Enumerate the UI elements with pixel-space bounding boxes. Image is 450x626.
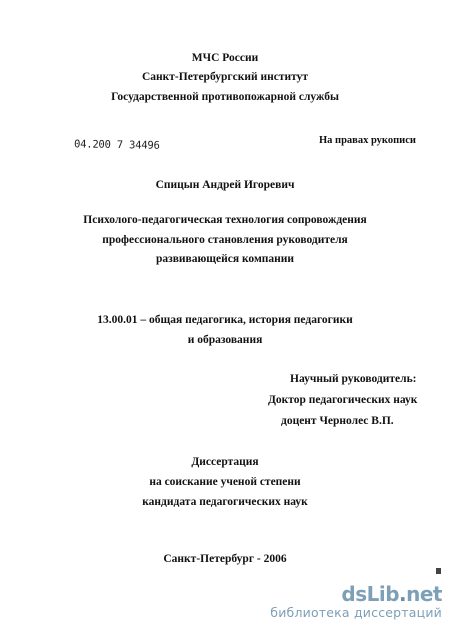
- thesis-title-line-3: развивающейся компании: [155, 253, 295, 265]
- supervisor-label: Научный руководитель:: [290, 373, 417, 385]
- supervisor-degree: Доктор педагогических наук: [268, 394, 418, 406]
- thesis-title-line-1: Психолого-педагогическая технология сопровождения: [83, 214, 367, 226]
- specialty-line-2: и образования: [187, 334, 263, 346]
- institute-service: Государственной противопожарной службы: [111, 91, 339, 103]
- ministry-name: МЧС России: [191, 52, 259, 64]
- dissertation-label: Диссертация: [191, 456, 259, 468]
- thesis-title-line-2: профессионального становления руководителя: [102, 234, 348, 246]
- dslib-watermark: [270, 583, 442, 620]
- dissertation-purpose: на соискание ученой степени: [149, 476, 301, 488]
- dslib-subtitle: библиотека диссертаций: [270, 605, 442, 620]
- supervisor-name: доцент Чернолес В.П.: [281, 415, 394, 427]
- institute-name: Санкт-Петербургский институт: [141, 71, 309, 83]
- archive-stamp: 04.200 7 34496: [73, 138, 160, 152]
- dslib-logo: dsLib.net: [341, 582, 442, 606]
- dissertation-degree: кандидата педагогических наук: [142, 496, 308, 508]
- author-name: Спицын Андрей Игоревич: [155, 179, 295, 191]
- specialty-line-1: 13.00.01 – общая педагогика, история педагогики: [97, 314, 353, 326]
- scan-artifact: [436, 568, 441, 574]
- rights-note: На правах рукописи: [319, 135, 416, 146]
- city-year: Санкт-Петербург - 2006: [163, 553, 287, 565]
